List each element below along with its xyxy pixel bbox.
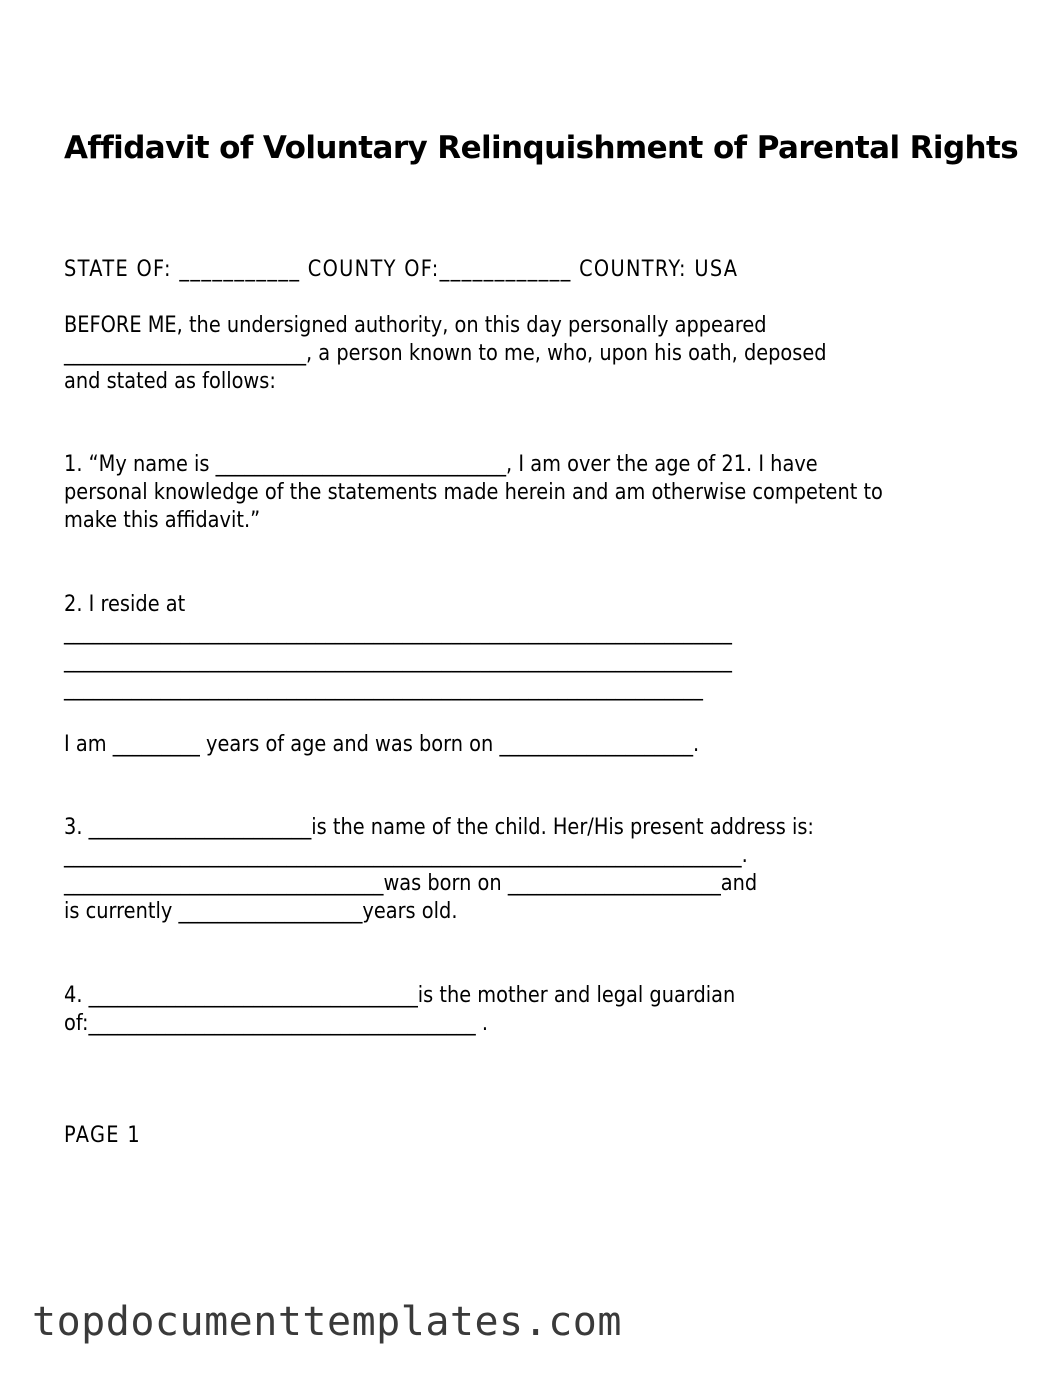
section-1-line-2: personal knowledge of the statements made herein and am otherwise competent to [64,480,883,505]
section-1-line-3: make this affidavit.” [64,508,261,533]
watermark: topdocumenttemplates.com [32,1299,622,1345]
intro-line-1: BEFORE ME, the undersigned authority, on this day personally appeared [64,313,767,338]
section-3-line-1: 3. _______________________is the name of the child. Her/His present address is: [64,815,814,840]
document-title: Affidavit of Voluntary Relinquishment of Parental Rights [64,130,1019,166]
section-2-blank-3: __________________________________________________________________ [64,676,703,701]
section-4-line-1: 4. __________________________________is the mother and legal guardian [64,983,736,1008]
section-4-line-2: of:________________________________________ . [64,1011,489,1036]
section-2-blank-2: _____________________________________________________________________ [64,648,732,673]
section-3-line-3: _________________________________was born on ______________________and [64,871,758,896]
section-2-blank-1: _____________________________________________________________________ [64,620,732,645]
section-2-line-1: 2. I reside at [64,592,186,617]
intro-line-2: _________________________, a person known to me, who, upon his oath, deposed [64,341,827,366]
section-3-line-4: is currently ___________________years old. [64,899,458,924]
page-number: PAGE 1 [64,1123,141,1148]
jurisdiction-line: STATE OF: ___________ COUNTY OF:____________ COUNTRY: USA [64,257,739,282]
section-1-line-1: 1. “My name is ______________________________, I am over the age of 21. I have [64,452,818,477]
intro-line-3: and stated as follows: [64,369,276,394]
age-line: I am _________ years of age and was born on ____________________. [64,732,700,757]
section-3-line-2: ______________________________________________________________________. [64,843,748,868]
